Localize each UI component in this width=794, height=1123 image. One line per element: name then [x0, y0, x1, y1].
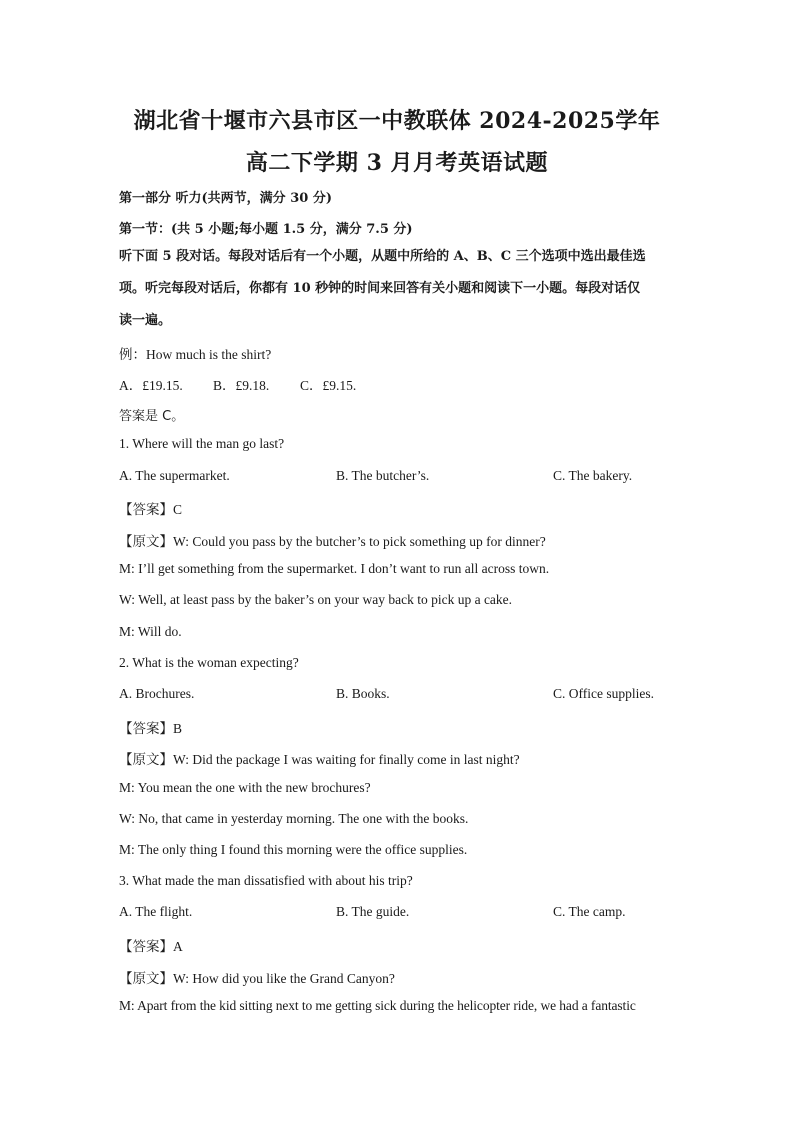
document-title-line-1: 湖北省十堰市六县市区一中教联体 2024-2025学年: [133, 108, 661, 134]
question-option-a: A. The supermarket.: [119, 468, 230, 483]
example-option-a: A．£19.15.: [119, 378, 183, 393]
question-answer: 【答案】A: [119, 939, 183, 954]
example-answer: 答案是 C。: [119, 409, 185, 424]
question-stem: 1. Where will the man go last?: [119, 436, 285, 451]
question-option-b: B. The guide.: [336, 904, 410, 919]
transcript-line: M: Will do.: [119, 624, 182, 639]
question-option-c: C. The bakery.: [553, 468, 633, 483]
question-option-c: C. Office supplies.: [553, 686, 654, 701]
question-option-c: C. The camp.: [553, 904, 626, 919]
question-answer: 【答案】C: [119, 502, 183, 517]
example-question: 例：How much is the shirt?: [119, 347, 272, 362]
transcript-line: W: Well, at least pass by the baker’s on your way back to pick up a cake.: [119, 592, 513, 607]
part-heading: 第一部分 听力(共两节，满分 30 分): [119, 191, 332, 206]
document-title-line-2: 高二下学期 3 月月考英语试题: [245, 150, 549, 176]
transcript-line: 【原文】W: Could you pass by the butcher’s to pick something up for dinner?: [119, 534, 546, 549]
transcript-line: 【原文】W: Did the package I was waiting for finally come in last night?: [119, 752, 520, 767]
question-option-a: A. Brochures.: [119, 686, 195, 701]
transcript-line: M: Apart from the kid sitting next to me getting sick during the helicopter ride, we had a fantastic: [119, 998, 636, 1013]
question-option-b: B. Books.: [336, 686, 390, 701]
transcript-line: W: No, that came in yesterday morning. The one with the books.: [119, 811, 469, 826]
transcript-line: M: The only thing I found this morning were the office supplies.: [119, 842, 468, 857]
question-stem: 3. What made the man dissatisfied with about his trip?: [119, 873, 413, 888]
example-option-b: B．£9.18.: [213, 378, 270, 393]
instruction-line: 项。听完每段对话后，你都有 10 秒钟的时间来回答有关小题和阅读下一小题。每段对话仅: [119, 281, 641, 296]
instruction-line: 读一遍。: [119, 313, 172, 328]
question-stem: 2. What is the woman expecting?: [119, 655, 299, 670]
transcript-line: M: I’ll get something from the supermarket. I don’t want to run all across town.: [119, 561, 550, 576]
transcript-line: 【原文】W: How did you like the Grand Canyon?: [119, 971, 395, 986]
transcript-line: M: You mean the one with the new brochures?: [119, 780, 371, 795]
instruction-line: 听下面 5 段对话。每段对话后有一个小题，从题中所给的 A、B、C 三个选项中选出最佳选: [119, 249, 646, 264]
subsection-heading: 第一节：(共 5 小题;每小题 1.5 分，满分 7.5 分): [119, 222, 413, 237]
instructions-paragraph: [119, 247, 679, 343]
question-option-b: B. The butcher’s.: [336, 468, 430, 483]
example-option-c: C．£9.15.: [300, 378, 357, 393]
question-answer: 【答案】B: [119, 721, 183, 736]
question-option-a: A. The flight.: [119, 904, 193, 919]
